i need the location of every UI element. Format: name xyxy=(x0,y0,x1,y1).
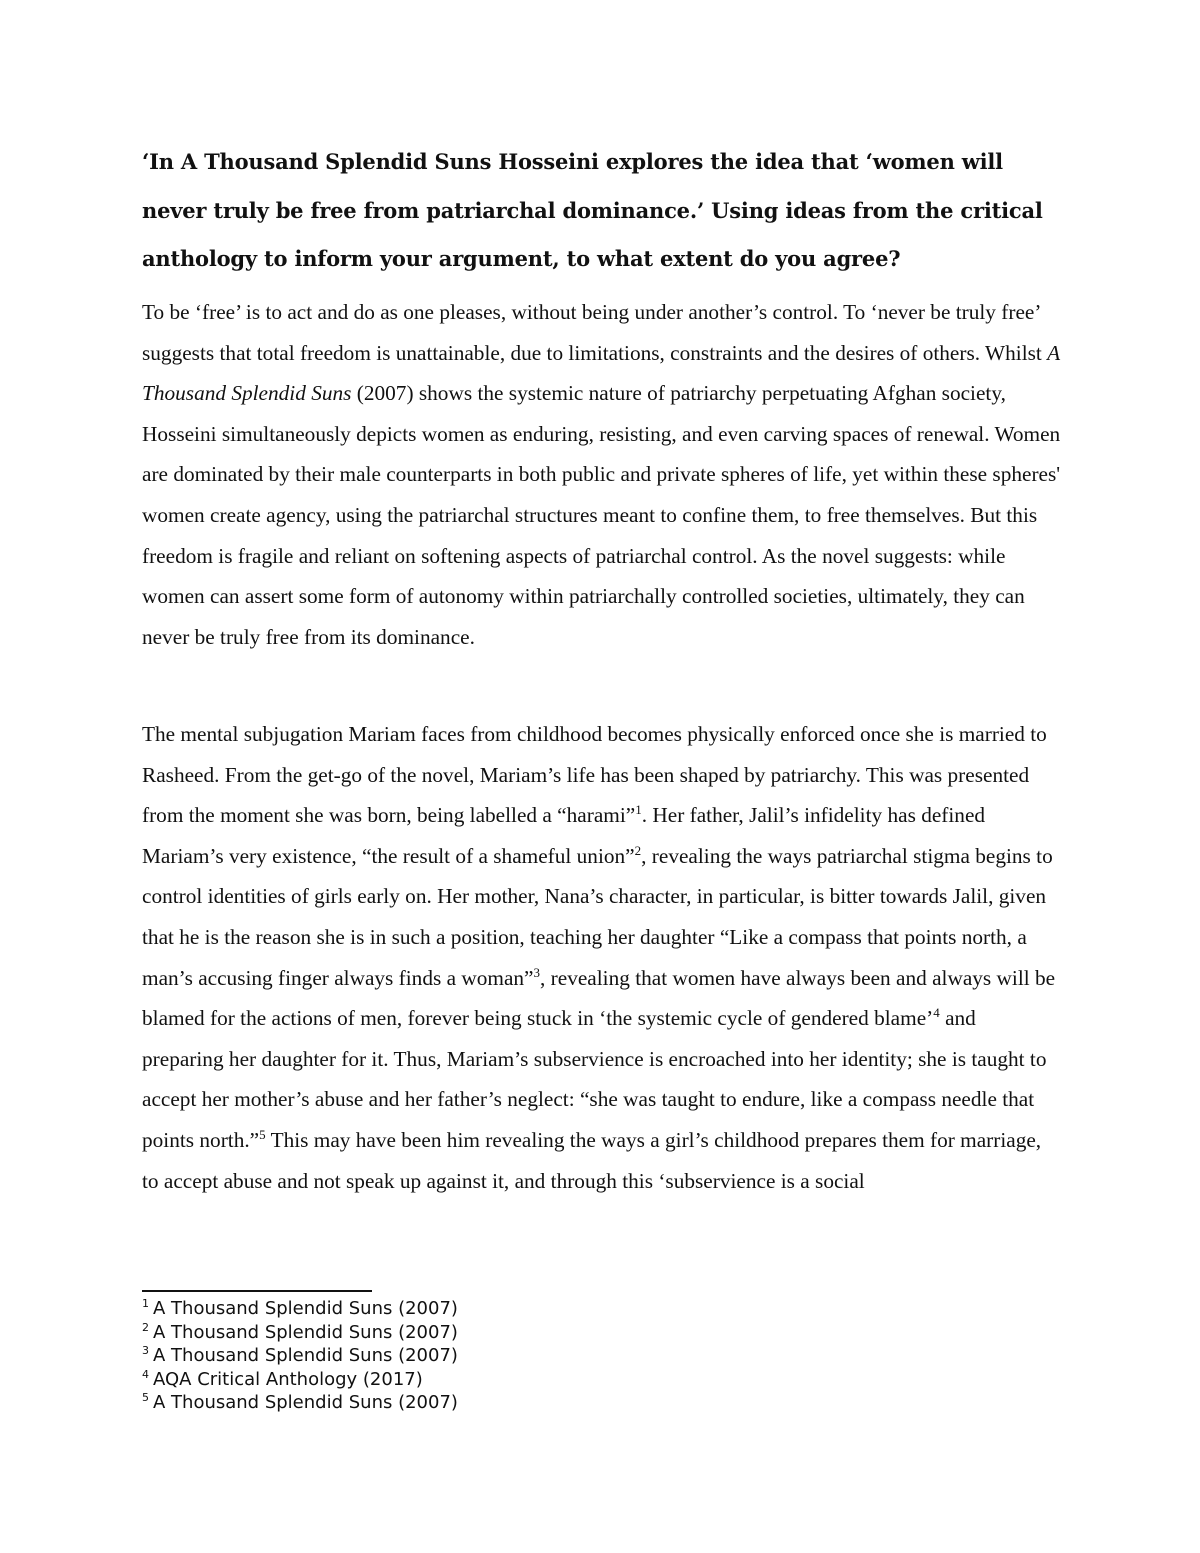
para2-text-4: , revealing that women have always been and always will be blamed for the actions of men, forever being stuck in ‘the systemic cycle of gendered blame’ xyxy=(142,965,1056,1031)
para2-text-5: and preparing her daughter for it. Thus, Mariam’s subservience is encroached into her identity; she is taught to accept her mother’s abuse and her father’s neglect: “she was taught to endure, like a compass needle that points north.” xyxy=(142,1006,1047,1152)
footnote-ref-5[interactable]: 5 xyxy=(259,1126,266,1142)
essay-title: ‘In A Thousand Splendid Suns Hosseini explores the idea that ‘women will never truly be free from patriarchal dominance.’ Using ideas from the critical anthology to inform your argument, to what extent do you agree? xyxy=(142,149,1043,271)
para2-text-2: . Her father, Jalil’s infidelity has defined Mariam’s very existence, “the result of a shameful union” xyxy=(142,803,986,868)
footnote-number: 4 xyxy=(142,1367,149,1381)
para2-text-3: , revealing the ways patriarchal stigma begins to control identities of girls early on. Her mother, Nana’s character, in particular, is bitter towards Jalil, given that he is the reason she is in such a position, teaching her daughter “Like a compass that points north, a man’s accusing finger always finds a woman” xyxy=(142,843,1053,990)
footnote-number: 3 xyxy=(142,1344,149,1358)
footnote-text: A Thousand Splendid Suns (2007) xyxy=(153,1345,458,1367)
footnote-2 xyxy=(142,1321,842,1345)
footnote-text: A Thousand Splendid Suns (2007) xyxy=(153,1392,458,1414)
footnote-ref-3[interactable]: 3 xyxy=(533,964,541,980)
footnote-text: A Thousand Splendid Suns (2007) xyxy=(153,1298,458,1319)
para1-italic-title: A Thousand Splendid Suns xyxy=(142,340,1060,406)
footnote-1 xyxy=(142,1297,842,1321)
introduction-paragraph xyxy=(142,292,1062,657)
body-paragraph xyxy=(142,714,1062,1201)
para2-text-6: This may have been him revealing the ways a girl’s childhood prepares them for marriage, to accept abuse and not speak up against it, and through this ‘subservience is a social xyxy=(142,1127,1042,1193)
footnote-separator xyxy=(142,1290,372,1292)
footnote-number: 2 xyxy=(142,1320,149,1334)
footnote-ref-1[interactable]: 1 xyxy=(635,802,642,818)
para2-text-1: The mental subjugation Mariam faces from childhood becomes physically enforced once she is married to Rasheed. From the get-go of the novel, Mariam’s life has been shaped by patriarchy. This was presented from the moment she was born, being labelled a “harami” xyxy=(142,722,1047,828)
footnote-number: 5 xyxy=(142,1391,149,1405)
footnote-ref-4[interactable]: 4 xyxy=(933,1005,940,1021)
footnote-5 xyxy=(142,1391,842,1415)
footnote-text: A Thousand Splendid Suns (2007) xyxy=(153,1321,458,1343)
footnote-ref-2[interactable]: 2 xyxy=(634,842,642,858)
footnote-text: AQA Critical Anthology (2017) xyxy=(153,1368,423,1390)
footnote-4 xyxy=(142,1368,842,1392)
footnote-3 xyxy=(142,1344,842,1368)
footnotes xyxy=(142,1297,842,1415)
para1-text-a: To be ‘free’ is to act and do as one pleases, without being under another’s control. To ‘never be truly free’ suggests that total freedom is unattainable, due to limitations, constraints and the desires of others. Whilst xyxy=(142,300,1048,365)
footnote-number: 1 xyxy=(142,1297,149,1310)
para1-text-b: (2007) shows the systemic nature of patriarchy perpetuating Afghan society, Hosseini simultaneously depicts women as enduring, resisting, and even carving spaces of renewal. Women are dominated by their male counterparts in both public and private spheres of life, yet within these spheres' women create agency, using the patriarchal structures meant to confine them, to free themselves. But this freedom is fragile and reliant on softening aspects of patriarchal control. As the novel suggests: while women can assert some form of autonomy within patriarchally controlled societies, ultimately, they can never be truly free from its dominance. xyxy=(142,381,1061,649)
